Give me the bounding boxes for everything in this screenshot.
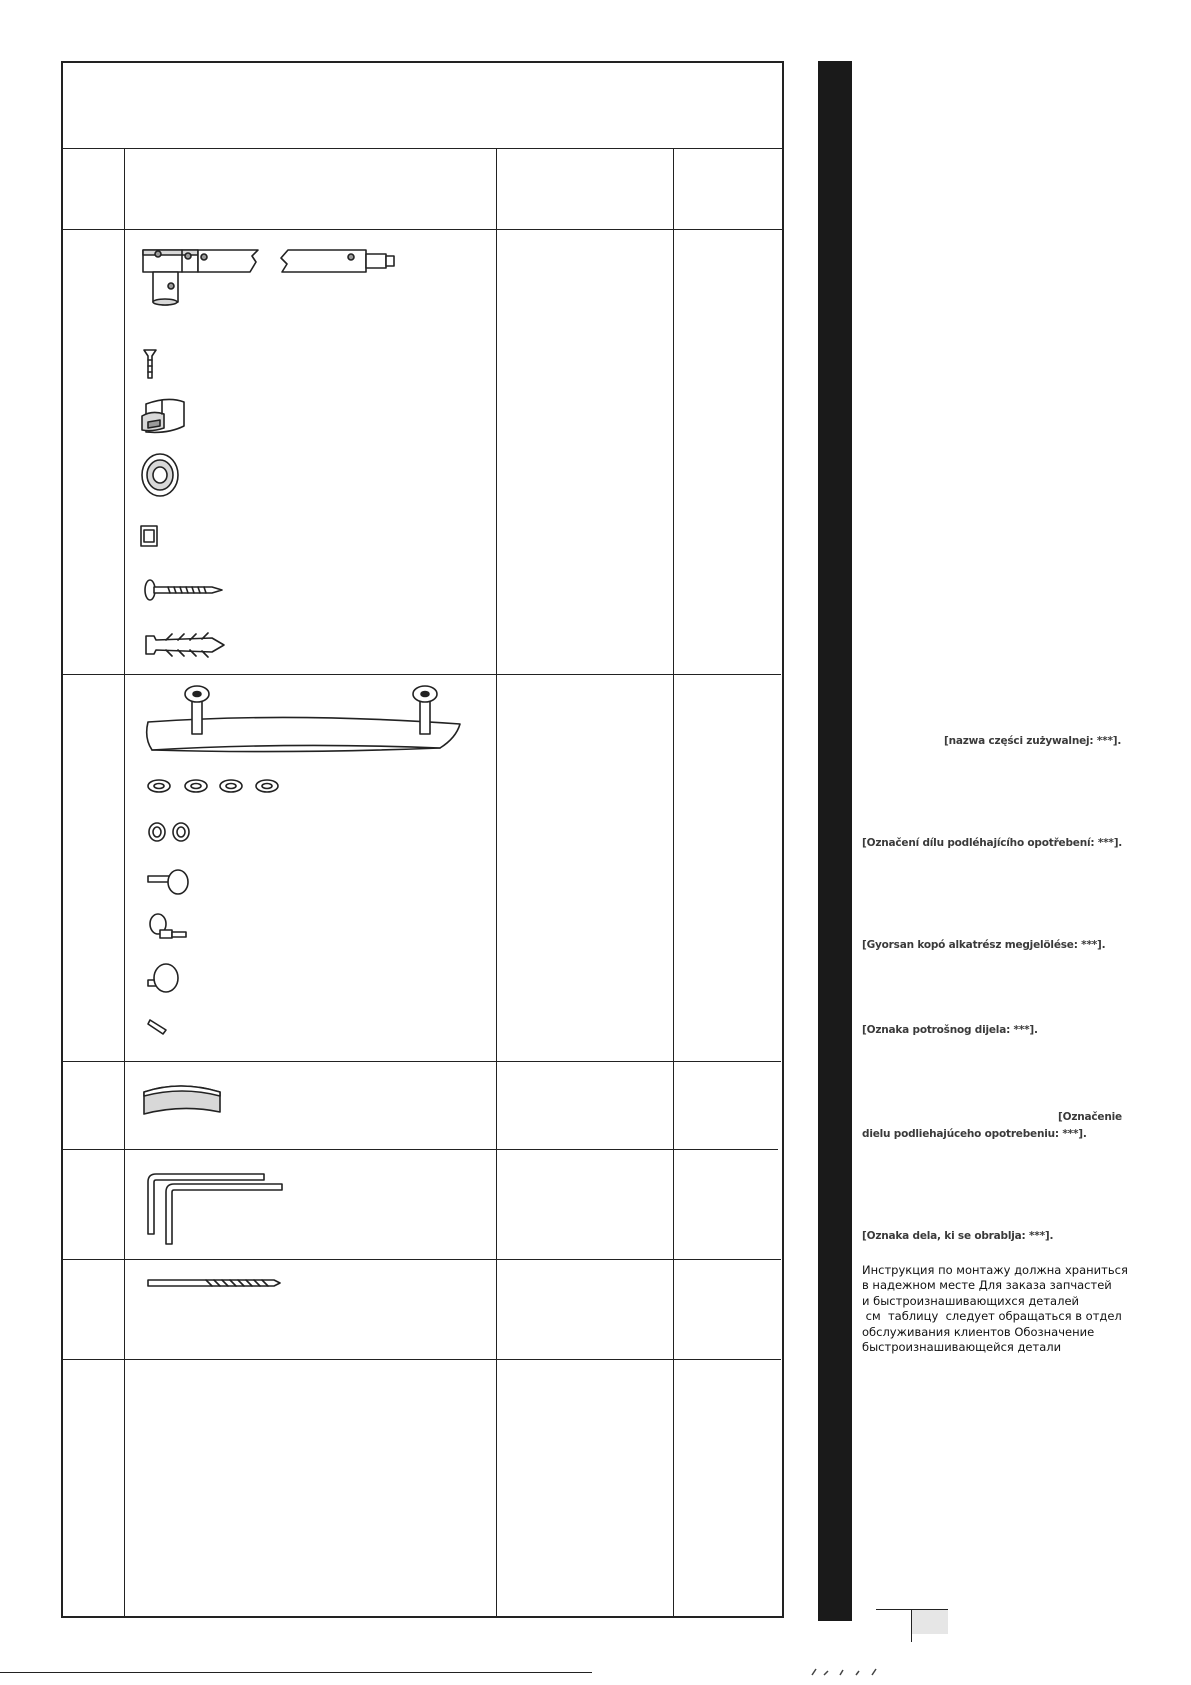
note-sl: [Oznaka dela, ki se obrablja: ***].: [862, 1230, 1054, 1242]
rectangular-pad-icon: [138, 523, 162, 551]
allen-key-icon: [144, 1170, 284, 1250]
rod-with-joint-icon: [138, 242, 418, 322]
drill-bit-icon: [146, 1276, 282, 1290]
note-pl: [nazwa części zużywalnej: ***].: [944, 735, 1122, 747]
column-divider: [496, 148, 497, 1618]
wall-rosette-icon: [136, 450, 186, 500]
page-corner-rule: [911, 1609, 912, 1642]
ru-line: и быстроизнашивающихся деталей: [862, 1293, 1079, 1308]
sleeve-icon: [146, 820, 196, 844]
footer-rule: [0, 1672, 592, 1673]
note-hr: [Oznaka potrošnog dijela: ***].: [862, 1024, 1038, 1036]
note-hu: [Gyorsan kopó alkatrész megjelölése: ***].: [862, 939, 1106, 951]
footer-marks: [810, 1667, 890, 1677]
cap-nut-icon: [146, 958, 186, 998]
ru-line: Инструкция по монтажу должна храниться: [862, 1263, 1128, 1277]
pin-icon: [146, 1016, 176, 1036]
bar-with-two-bolts-icon: [140, 682, 480, 762]
long-bolt-icon: [146, 864, 192, 900]
row-divider: [63, 1149, 778, 1150]
note-sk-line2: dielu podliehajúceho opotrebeniu: ***].: [862, 1128, 1087, 1140]
column-divider: [673, 148, 674, 1618]
page-number-box: [912, 1610, 948, 1634]
column-divider: [124, 148, 125, 1618]
rubber-bumper-icon: [140, 1078, 230, 1124]
header-divider: [63, 148, 784, 149]
ru-line: см таблицу следует обращаться в отдел: [862, 1309, 1122, 1324]
ru-instructions: [862, 1263, 1127, 1355]
wall-plug-icon: [142, 628, 232, 662]
ru-line: быстроизнашивающейся детали: [862, 1340, 1062, 1355]
stepped-bolt-icon: [146, 908, 192, 948]
washer-icon: [146, 776, 296, 796]
slotted-clamp-icon: [138, 396, 198, 442]
sidebar-bar: [818, 61, 852, 1621]
wood-screw-icon: [142, 578, 226, 604]
ru-line: в надежном месте Для заказа запчастей: [862, 1278, 1112, 1293]
note-cs: [Označení dílu podléhajícího opotřebení: ***].: [862, 837, 1123, 849]
column-header-divider: [63, 229, 784, 230]
page-corner-rule: [876, 1609, 948, 1610]
ru-line: обслуживания клиентов Обозначение: [862, 1324, 1095, 1339]
countersunk-screw-icon: [142, 348, 162, 382]
note-sk-line1: [Označenie: [1058, 1111, 1122, 1123]
